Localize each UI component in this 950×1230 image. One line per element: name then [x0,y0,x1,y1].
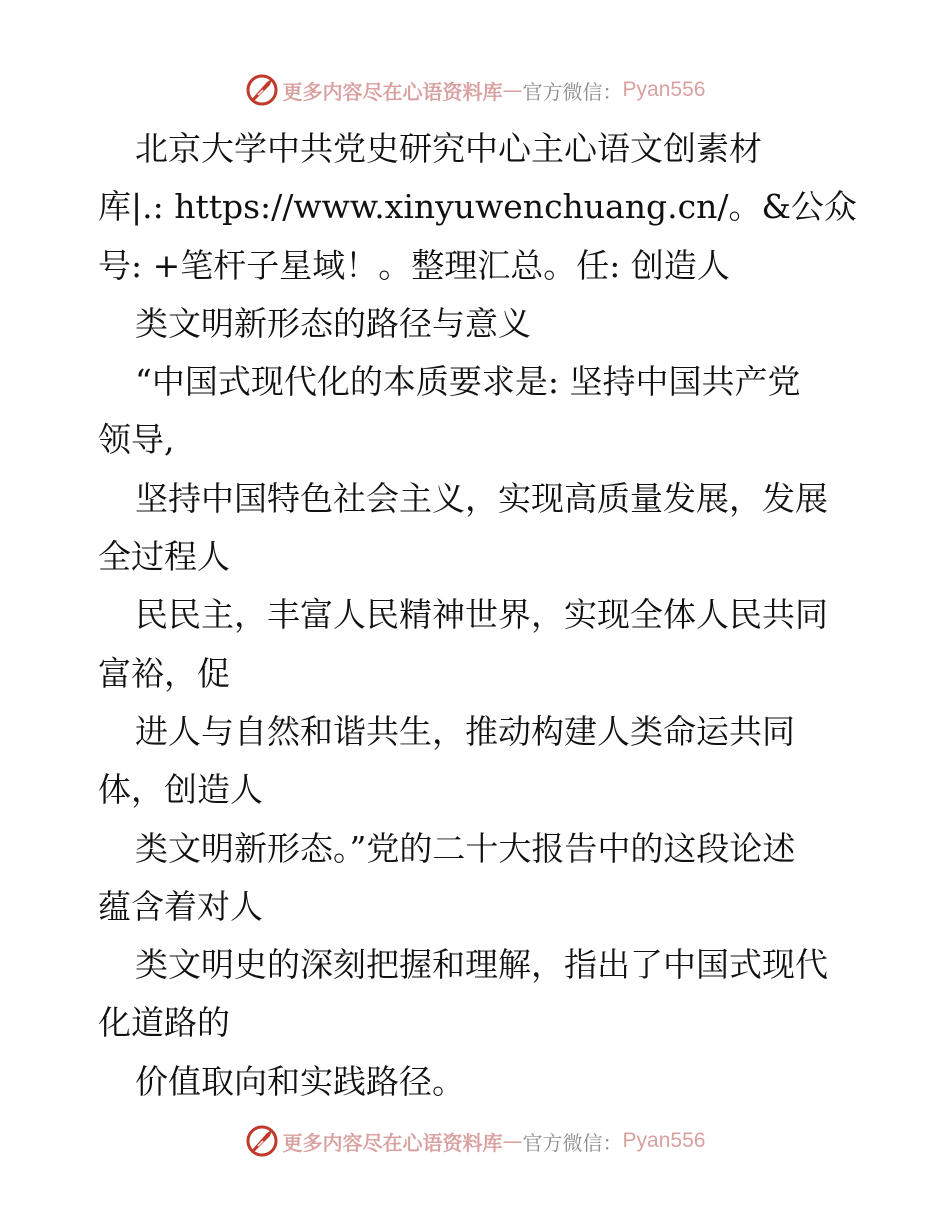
text-line: 价值取向和实践路径。 [135,1061,465,1101]
text-line: 号: +笔杆子星域！。整理汇总。任: 创造人 [98,245,730,285]
watermark-wechat-id: Pyan556 [622,78,706,101]
text-line: 库|.: https://www.xinyuwenchuang.cn/。&公众 [98,187,857,227]
text-line: “中国式现代化的本质要求是: 坚持中国共产党 [135,362,801,402]
text-line: 类文明新形态。”党的二十大报告中的这段论述 [135,828,796,868]
text-line: 体，创造人 [98,770,263,810]
watermark-title: 更多内容尽在心语资料库 [282,1130,503,1155]
watermark-wechat-id: Pyan556 [622,1129,706,1152]
text-line: 民民主，丰富人民精神世界，实现全体人民共同 [135,595,828,635]
text-line: 进人与自然和谐共生，推动构建人类命运共同 [135,711,795,751]
quill-logo-icon [245,1124,279,1158]
watermark-title: 更多内容尽在心语资料库 [282,79,503,104]
text-line: 领导, [98,420,175,460]
watermark-wechat-label: 官方微信： [522,1130,623,1155]
document-body [98,120,858,1111]
text-line: 坚持中国特色社会主义，实现高质量发展，发展 [135,478,828,518]
watermark-dash: — [502,78,523,102]
quill-logo-icon [245,73,279,107]
text-line: 类文明史的深刻把握和理解，指出了中国式现代 [135,945,828,985]
text-line: 蕴含着对人 [98,886,263,926]
text-line: 化道路的 [98,1003,230,1043]
watermark-wechat-label: 官方微信： [522,79,623,104]
watermark-dash: — [502,1129,523,1153]
text-line: 类文明新形态的路径与意义 [135,303,531,343]
text-line: 全过程人 [98,537,230,577]
text-line: 富裕，促 [98,653,230,693]
header-watermark [0,70,950,110]
footer-watermark [0,1121,950,1161]
text-line: 北京大学中共党史研究中心主心语文创素材 [135,129,762,168]
